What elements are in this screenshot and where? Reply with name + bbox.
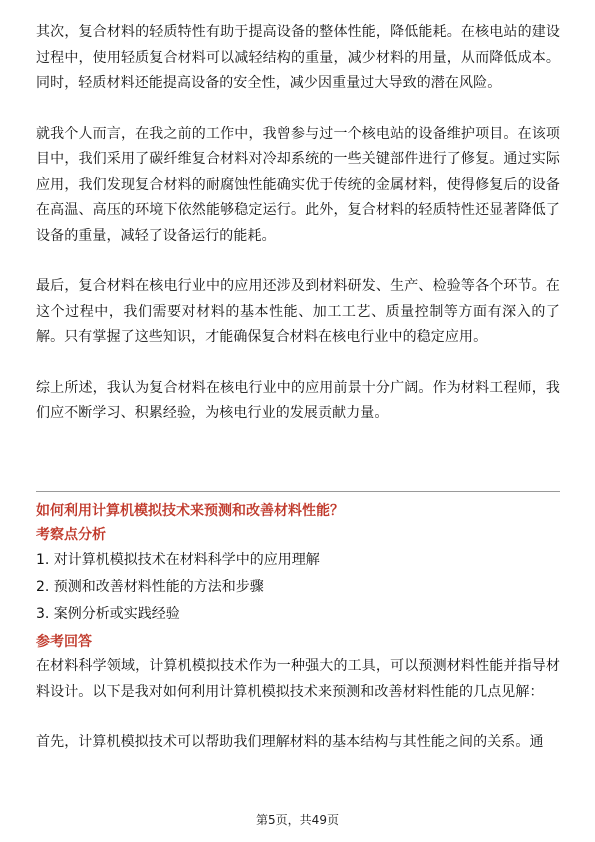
analysis-list	[36, 547, 560, 628]
section-divider	[36, 491, 560, 492]
paragraph-spacer	[36, 249, 560, 274]
list-item: 1. 对计算机模拟技术在材料科学中的应用理解	[36, 552, 320, 568]
paragraph-spacer	[36, 705, 560, 730]
body-text	[36, 20, 560, 427]
question-title: 如何利用计算机模拟技术来预测和改善材料性能？	[36, 503, 344, 519]
paragraph-spacer	[36, 97, 560, 122]
answer-paragraph: 在材料科学领域，计算机模拟技术作为一种强大的工具，可以预测材料性能并指导材料设计。以下是我对如何利用计算机模拟技术来预测和改善材料性能的几点见解：	[36, 658, 560, 700]
answer-heading: 参考回答	[36, 634, 92, 650]
page-number: 第5页，共49页	[256, 813, 339, 827]
paragraph-spacer	[36, 351, 560, 376]
analysis-heading: 考察点分析	[36, 527, 106, 543]
body-paragraph: 综上所述，我认为复合材料在核电行业中的应用前景十分广阔。作为材料工程师，我们应不断学习、积累经验，为核电行业的发展贡献力量。	[36, 379, 560, 421]
qa-section	[36, 499, 560, 756]
list-item: 2. 预测和改善材料性能的方法和步骤	[36, 579, 264, 595]
body-paragraph: 最后，复合材料在核电行业中的应用还涉及到材料研发、生产、检验等各个环节。在这个过程中，我们需要对材料的基本性能、加工工艺、质量控制等方面有深入的了解。只有掌握了这些知识，才能确保复合材料在核电行业中的稳定应用。	[36, 278, 560, 345]
body-paragraph: 就我个人而言，在我之前的工作中，我曾参与过一个核电站的设备维护项目。在该项目中，我们采用了碳纤维复合材料对冷却系统的一些关键部件进行了修复。通过实际应用，我们发现复合材料的耐腐蚀性能确实优于传统的金属材料，使得修复后的设备在高温、高压的环境下依然能够稳定运行。此外，复合材料的轻质特性还显著降低了设备的重量，减轻了设备运行的能耗。	[36, 125, 560, 244]
answer-paragraph: 首先，计算机模拟技术可以帮助我们理解材料的基本结构与其性能之间的关系。通	[36, 734, 544, 750]
body-paragraph: 其次，复合材料的轻质特性有助于提高设备的整体性能，降低能耗。在核电站的建设过程中，使用轻质复合材料可以减轻结构的重量，减少材料的用量，从而降低成本。同时，轻质材料还能提高设备的安全性，减少因重量过大导致的潜在风险。	[36, 24, 560, 91]
list-item: 3. 案例分析或实践经验	[36, 606, 180, 622]
